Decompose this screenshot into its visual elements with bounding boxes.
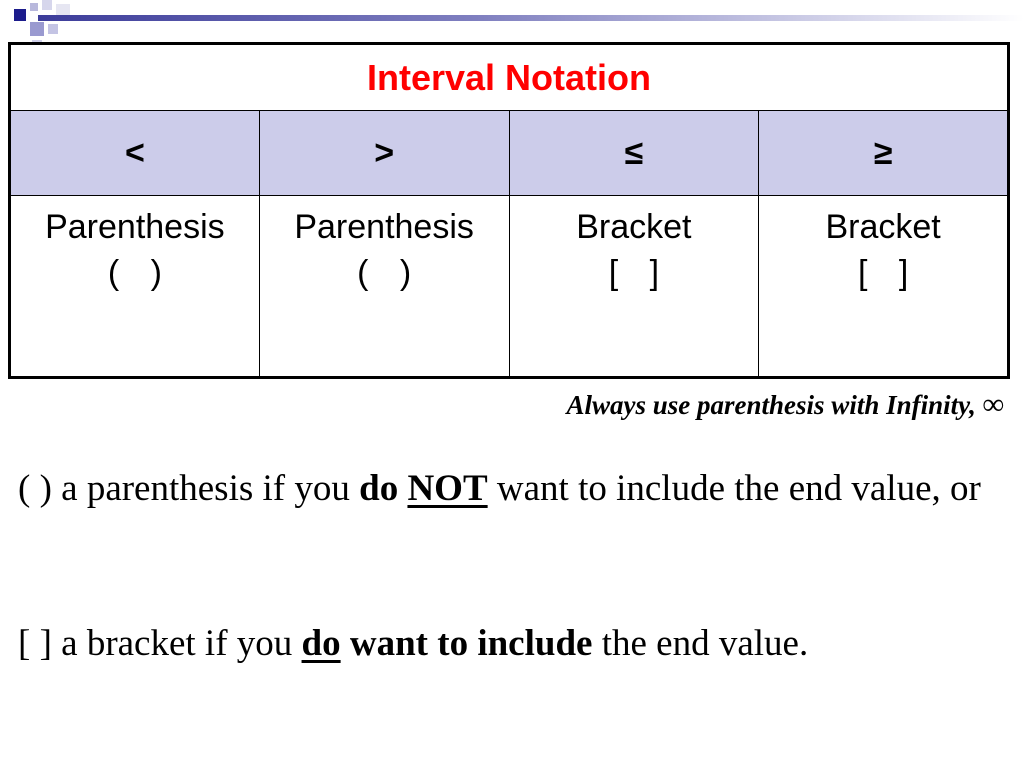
table-cell — [259, 196, 509, 378]
bracket-explanation — [18, 617, 1018, 670]
notation-symbol: [ ] — [608, 254, 660, 292]
interval-notation-table — [8, 42, 1010, 379]
table-title-row — [10, 44, 1009, 111]
infinity-symbol: ∞ — [982, 388, 1004, 421]
slide-decoration — [0, 0, 1024, 40]
infinity-note — [567, 388, 1004, 422]
notation-description-row — [10, 196, 1009, 378]
emphasis-not: NOT — [407, 468, 488, 509]
parenthesis-explanation — [18, 462, 1008, 515]
symbol-less-or-equal: ≤ — [509, 111, 759, 196]
decorative-gradient-line — [38, 15, 1024, 21]
table-cell — [509, 196, 759, 378]
table-cell — [759, 196, 1009, 378]
notation-name: Bracket — [825, 208, 941, 246]
symbol-header-row — [10, 111, 1009, 196]
decorative-square — [14, 9, 26, 21]
paragraph-text: want to include the end value, or — [487, 468, 981, 509]
symbol-greater-than: > — [259, 111, 509, 196]
infinity-note-text: Always use parenthesis with Infinity, — [566, 390, 976, 420]
emphasis-want-to-include: want to include — [340, 623, 593, 664]
table-title: Interval Notation — [10, 44, 1009, 111]
notation-symbol: ( ) — [107, 254, 162, 292]
paragraph-text: the end value. — [592, 623, 809, 664]
notation-name: Parenthesis — [45, 208, 225, 246]
paragraph-text: [ ] a bracket if you — [18, 623, 302, 664]
symbol-greater-or-equal: ≥ — [759, 111, 1009, 196]
notation-name: Parenthesis — [294, 208, 474, 246]
notation-name: Bracket — [576, 208, 692, 246]
table-cell — [10, 196, 260, 378]
symbol-less-than: < — [10, 111, 260, 196]
decorative-square — [48, 24, 58, 34]
notation-symbol: ( ) — [357, 254, 412, 292]
emphasis-do: do — [301, 623, 341, 664]
decorative-square — [30, 3, 38, 11]
emphasis-do: do — [359, 468, 399, 509]
decorative-square — [30, 22, 44, 36]
paragraph-text: ( ) a parenthesis if you — [18, 468, 360, 509]
decorative-square — [42, 0, 52, 10]
notation-symbol: [ ] — [857, 254, 909, 292]
